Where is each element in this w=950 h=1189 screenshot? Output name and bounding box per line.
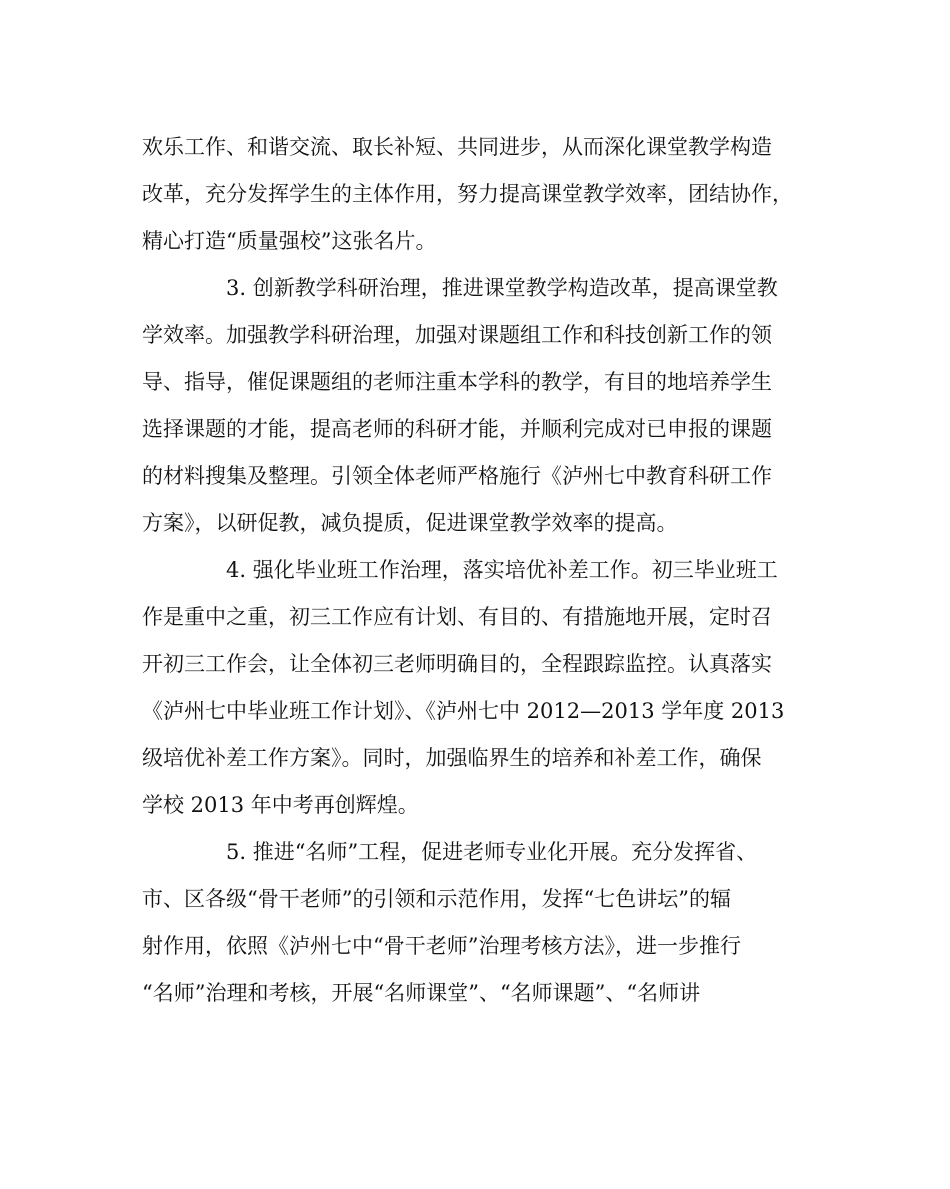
text-line: 精心打造“质量强校”这张名片。 xyxy=(142,229,437,253)
text-line: 射作用，依照《泸州七中“骨干老师”治理考核方法》，进一步推行 xyxy=(142,934,741,958)
text-line: 导、指导，催促课题组的老师注重本学科的教学，有目的地培养学生 xyxy=(142,370,772,394)
text-line: 方案》，以研促教，减负提质，促进课堂教学效率的提高。 xyxy=(142,511,678,535)
paragraph-heading-3: 3. 创新教学科研治理，推进课堂教学构造改革，提高课堂教 xyxy=(226,276,778,300)
text-line: 市、区各级“骨干老师”的引领和示范作用，发挥“七色讲坛”的辐 xyxy=(142,887,731,911)
text-line: 开初三工作会，让全体初三老师明确目的，全程跟踪监控。认真落实 xyxy=(142,652,772,676)
text-line: 作是重中之重，初三工作应有计划、有目的、有措施地开展，定时召 xyxy=(142,605,772,629)
text-line: 的材料搜集及整理。引领全体老师严格施行《泸州七中教育科研工作 xyxy=(142,464,772,488)
text-line: 学效率。加强教学科研治理，加强对课题组工作和科技创新工作的领 xyxy=(142,323,772,347)
text-line: 级培优补差工作方案》。同时，加强临界生的培养和补差工作，确保 xyxy=(142,746,762,770)
body-text xyxy=(142,124,810,1017)
paragraph-heading-4: 4. 强化毕业班工作治理，落实培优补差工作。初三毕业班工 xyxy=(226,558,778,582)
text-line: 改革，充分发挥学生的主体作用，努力提高课堂教学效率，团结协作， xyxy=(142,182,793,206)
paragraph-heading-5: 5. 推进“名师”工程，促进老师专业化开展。充分发挥省、 xyxy=(226,840,758,864)
text-line: 选择课题的才能，提高老师的科研才能，并顺利完成对已申报的课题 xyxy=(142,417,772,441)
text-line: “名师”治理和考核，开展“名师课堂”、“名师课题”、“名师讲 xyxy=(142,981,701,1005)
text-line: 欢乐工作、和谐交流、取长补短、共同进步，从而深化课堂教学构造 xyxy=(142,135,772,159)
text-line: 学校 2013 年中考再创辉煌。 xyxy=(142,793,419,817)
text-line: 《泸州七中毕业班工作计划》、《泸州七中 2012—2013 学年度 2013 xyxy=(142,699,785,723)
